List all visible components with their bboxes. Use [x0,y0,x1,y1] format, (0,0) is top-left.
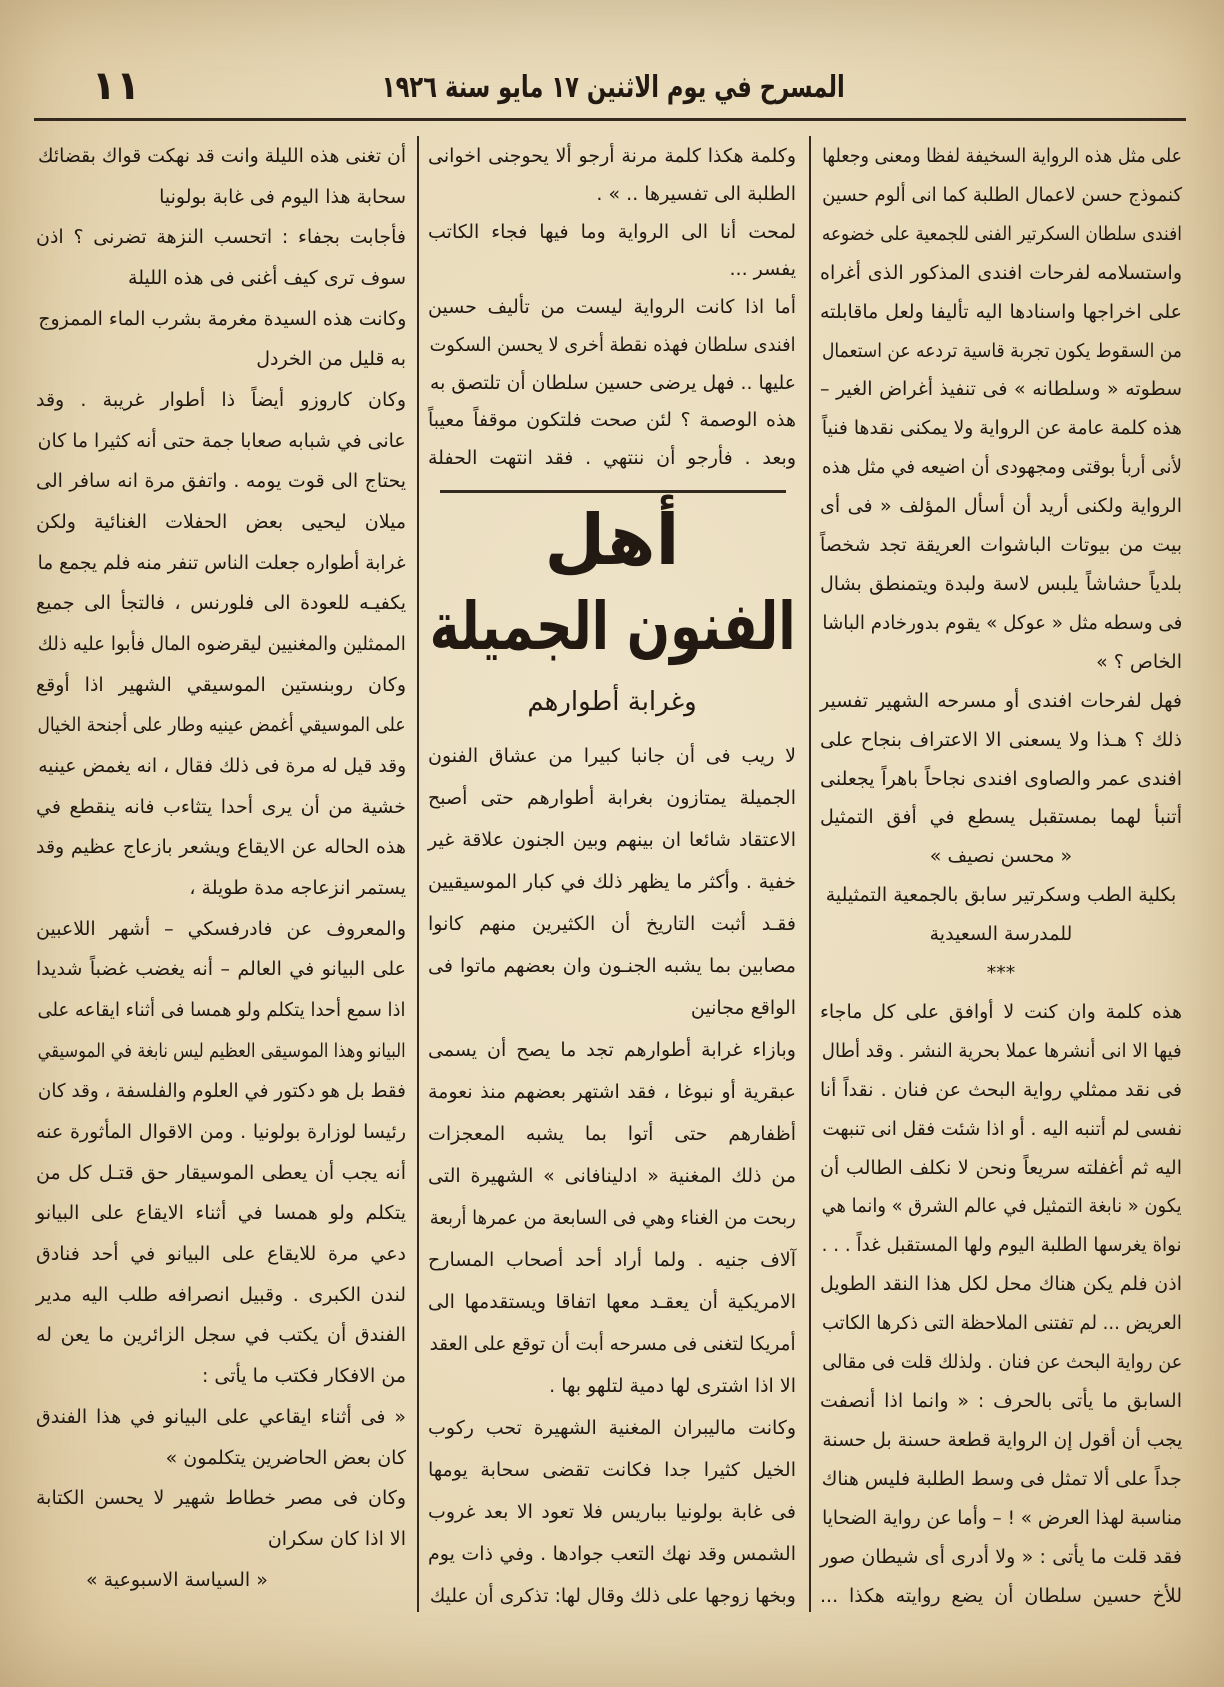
text-line [820,998,1182,1026]
line-text: اذن فلم يكن هناك محل لكل هذا النقد الطويل [820,1273,1182,1296]
text-line [36,264,406,292]
text-line [428,180,796,208]
line-text: وكان روبنستين الموسيقي الشهير اذا أوقع [36,673,406,696]
line-text: على مثل هذه الرواية السخيفة لفظا ومعنى وجعلها [822,145,1182,167]
line-text: أنه يجب أن يعطى الموسيقار حق قتـل كل من [36,1161,406,1184]
line-text: افندى سلطان فهذه نقطة أخرى لا يحسن السكوت [430,333,796,356]
text-line [428,1162,796,1190]
text-line [36,1484,406,1512]
line-text: فقط بل هو دكتور في العلوم والفلسفة ، وقد كان [38,1080,406,1103]
line-text: هذه كلمة وان كنت لا أوافق على كل ماجاء [820,1000,1182,1023]
line-text: نفسى لم أتنبه اليه . أو اذا شئت فقل انى تنبهت [822,1117,1182,1140]
text-line [36,1362,406,1390]
text-line [428,1204,796,1232]
text-line [36,915,406,943]
text-line [820,959,1182,987]
text-line [428,994,796,1022]
text-line [820,1037,1182,1065]
text-line [820,1192,1182,1220]
text-line [820,453,1182,481]
line-text: عليها .. فهل يرضى حسين سلطان أن تلتصق به [430,371,796,394]
line-text: الطلبة الى تفسيرها .. » . [596,182,796,205]
text-line [820,142,1182,170]
text-line [820,1504,1182,1532]
line-text: به قليل من الخردل [256,348,406,371]
text-line [820,1231,1182,1259]
line-text: عبقرية أو نبوغا ، فقد اشتهر بعضهم منذ نعومة [428,1081,796,1103]
text-line [820,375,1182,403]
line-text: ربحت من الغناء وهي فى السابعة من عمرها أربعة [430,1207,796,1229]
text-line [428,1582,796,1610]
line-text: خشية من أن يرى أحدا يتثاءب فانه ينقطع في [36,795,406,818]
article-title-text-2: الفنون الجميلة [430,588,796,665]
text-line [36,427,406,455]
line-text: يتكلم ولو همسا في أثناء الايقاع على البيانو [36,1202,406,1225]
line-text: على الموسيقي أغمض عينيه وطار على أجنحة الخيال [38,714,406,737]
line-text: سطوته « وسلطانه » فى تنفيذ أغراض الغير – [820,378,1182,401]
article-subtitle-text: وغرابة أطوارهم [527,687,697,717]
text-line [820,492,1182,520]
line-text: *** [986,962,1016,985]
text-line [36,549,406,577]
line-text: فقد قلت ما يأتى : « ولا أدرى أى شيطان صور [820,1545,1182,1568]
text-line [428,868,796,896]
line-text: فى غابة بولونيا بباريس فلا تعود الا بعد غروب [428,1501,796,1523]
text-line [428,1540,796,1568]
text-line [428,293,796,321]
text-line [36,305,406,333]
text-line [36,1525,406,1553]
text-line [820,1154,1182,1182]
text-line [820,1426,1182,1454]
text-line [820,1309,1182,1337]
line-text: وكان كاروزو أيضاً ذا أطوار غريبة . وقد [36,389,406,412]
page-number-text: ١١ [91,63,141,109]
text-line [428,826,796,854]
line-text: جداً على ألا تمثل فى وسط الطلبة فليس هناك [822,1467,1182,1490]
line-text: هذه كلمة عامة عن الرواية ولا يمكنى نقدها فنياً [822,417,1182,440]
middle-column-continuation [428,142,796,472]
text-line [820,1465,1182,1493]
text-line [820,1270,1182,1298]
text-line [428,406,796,434]
article-title-text-1: أهل [544,499,680,581]
text-line [36,1077,406,1105]
line-text: اليه ثم أغفلته سريعاً ونحن لا نكلف الطالب أن [820,1156,1182,1179]
text-line [428,1456,796,1484]
page-header-title [380,64,845,112]
text-line [36,142,406,170]
text-line [820,648,1182,676]
line-text: الرواية ولكنى أريد أن أسأل المؤلف « فى أى [820,495,1182,518]
line-text: من ذلك المغنية « ادلينافانى » الشهيرة التى [428,1165,796,1187]
line-text: يستمر انزعاجه مدة طويلة ، [189,877,406,900]
text-line [428,1120,796,1148]
text-line [36,183,406,211]
line-text: « السياسة الاسبوعية » [86,1568,268,1591]
line-text: يكفيـه للعودة الى فلورنس ، فالتجأ الى جميع [36,592,406,615]
line-text: يفسر ... [729,258,796,281]
text-line [428,331,796,359]
text-line [820,1543,1182,1571]
line-text: « محسن نصيف » [929,845,1073,868]
text-line [36,874,406,902]
article-title-line-2 [428,584,796,670]
text-line [428,369,796,397]
line-text: ذلك ؟ هـذا ولا يسعنى الا الاعتراف بنجاح على [820,728,1182,751]
text-line [36,1037,406,1065]
text-line [428,952,796,980]
text-line [820,1076,1182,1104]
text-line [36,671,406,699]
text-line [36,1403,406,1431]
text-line [36,630,406,658]
line-text: لندن الكبرى . وقبيل انصرافه طلب اليه مدير [36,1283,406,1306]
line-text: الممثلين والمغنيين ليقرضوه المال فأبوا عليه ذلك [38,633,406,656]
line-text: أن تغنى هذه الليلة وانت قد نهكت قواك بقضائك [38,145,406,167]
middle-column-article-body [428,742,796,1610]
text-line [36,345,406,373]
page-number [80,60,152,112]
line-text: نواة يغرسها الطلبة اليوم ولها المستقبل غداً . . . [822,1234,1182,1257]
line-text: هذه الوصمة ؟ لئن صحت فلتكون موقفاً معيباً [428,409,796,432]
text-line [820,181,1182,209]
text-line [36,752,406,780]
text-line [428,444,796,472]
text-line [820,298,1182,326]
line-text: واستسلامه لفرحات افندى المذكور الذى أغراه [820,261,1182,284]
line-text: الاعتقاد شائعا ان بينهم وبين الجنون علاقة غير [428,829,796,851]
text-line [36,711,406,739]
line-text: بيت من بيوتات الباشوات العريقة تجد شخصاً [820,534,1182,557]
article-title-line-1 [428,498,796,582]
text-line [428,910,796,938]
line-text: بكلية الطب وسكرتير سابق بالجمعية التمثيلية [825,884,1177,907]
text-line [820,1115,1182,1143]
text-line [820,842,1182,870]
text-line [820,220,1182,248]
line-text: من السقوط يكون تجربة قاسية تردعه عن استعمال [822,339,1182,362]
line-text: كنموذج حسن لاعمال الطلبة كما انى ألوم حسين [822,183,1182,206]
line-text: كان بعض الحاضرين يتكلمون » [165,1446,406,1469]
text-line [428,218,796,246]
text-line [820,765,1182,793]
text-line [36,1199,406,1227]
line-text: للأخ حسين سلطان أن يضع روايته هكذا ... [820,1584,1182,1607]
line-text: فهل لفرحات افندى أو مسرحه الشهير تفسير [820,689,1182,712]
line-text: يكون « نابغة التمثيل في عالم الشرق » وانما هي [822,1195,1182,1218]
line-text: وبازاء غرابة أطوارهم تجد ما يصح أن يسمى [428,1039,796,1061]
line-text: فيها الا انى أنشرها عملا بحرية النشر . وقد أطال [822,1039,1182,1062]
text-line [36,1444,406,1472]
line-text: الجميلة يمتازون بغرابة أطوارهم حتى أصبح [428,787,796,809]
line-text: وكان فى مصر خطاط شهير لا يحسن الكتابة [36,1487,406,1510]
line-text: دعي مرة للايقاع على البيانو في أحد فنادق [36,1243,406,1266]
text-line [820,920,1182,948]
line-text: لمحت أنا الى الرواية وما فيها فجاء الكاتب [428,220,796,243]
line-text: السابق ما يأتى بالحرف : « وانما اذا أنصفت [820,1390,1182,1412]
line-text: ميلان ليحيى بعض الحفلات الغنائية ولكن [36,511,406,534]
text-line [820,570,1182,598]
text-line [820,1387,1182,1415]
line-text: مصابين بما يشبه الجنـون وان بعضهم ماتوا فى [428,955,796,977]
text-line [428,1036,796,1064]
line-text: وكانت ماليبران المغنية الشهيرة تحب ركوب [428,1417,796,1439]
line-text: الواقع مجانين [690,997,796,1019]
text-line [820,726,1182,754]
text-line [820,337,1182,365]
line-text: الخاص ؟ » [1096,650,1182,673]
text-line [820,609,1182,637]
line-text: هذه الحاله عن الايقاع ويشعر بازعاج عظيم وقد [36,836,406,859]
text-line [36,1118,406,1146]
line-text: آلاف جنيه . ولما أراد أحد أصحاب المسارح [428,1249,796,1271]
page-header-text: المسرح في يوم الاثنين ١٧ مايو سنة ١٩٢٦ [382,70,845,105]
header-rule [34,118,1186,121]
line-text: والمعروف عن فادرفسكي – أشهر اللاعبين [36,917,406,940]
text-line [428,1414,796,1442]
line-text: الشمس وقد نهك التعب جوادها . وفي ذات يوم [428,1543,796,1565]
text-line [820,531,1182,559]
line-text: يجب أن أقول إن الرواية قطعة حسنة بل حسنة [822,1428,1182,1451]
line-text: وبعد . فأرجو أن ننتهي . فقد انتهت الحفلة [428,447,796,469]
line-text: الا اذا اشترى لها دمية لتلهو بها . [549,1375,796,1397]
text-line [36,508,406,536]
line-text: رئيسا لوزارة بولونيا . ومن الاقوال المأثورة عنه [36,1121,406,1144]
text-line [820,1348,1182,1376]
line-text: وكانت هذه السيدة مغرمة بشرب الماء الممزوج [38,307,406,330]
line-text: غرابة أطواره جعلت الناس تنفر منه فلم يجمع ما [38,551,406,574]
text-line [428,255,796,283]
line-text: على البيانو في العالم – أنه يغضب غضباً شديدا [36,958,406,981]
line-text: خفية . وأكثر ما يظهر ذلك في كبار الموسيقيين [428,871,796,893]
text-line [36,955,406,983]
text-line [428,784,796,812]
right-column [820,142,1182,1610]
text-line [36,996,406,1024]
line-text: أظفارهم حتى أتوا بما يشبه المعجزات [428,1123,796,1145]
line-text: عانى في شبابه صعابا جمة حتى أنه كثيرا ما كان [38,429,406,452]
line-text: سوف ترى كيف أغنى فى هذه الليلة [128,267,406,290]
line-text: الفندق أن يكتب في سجل الزائرين ما يعن له [36,1324,406,1347]
line-text: وقد قيل له مرة فى ذلك فقال ، انه يغمض عينيه [38,755,406,778]
text-line [428,1330,796,1358]
text-line [820,881,1182,909]
text-line [36,833,406,861]
line-text: يحتاج الى قوت يومه . واتفق مرة انه سافر الى [36,470,406,493]
line-text: سحابة هذا اليوم فى غابة بولونيا [159,185,406,208]
text-line [36,1240,406,1268]
line-text: الامريكية أن يعقـد معها اتفاقا ويستقدمها الى [428,1291,796,1313]
text-line [820,687,1182,715]
line-text: فقـد أثبت التاريخ أن الكثيرين منهم كانوا [428,913,796,935]
line-text: من الافكار فكتب ما يأتى : [201,1365,406,1388]
line-text: الخيل كثيرا جدا فكانت تقضى سحابة يومها [428,1459,796,1481]
line-text: وكلمة هكذا كلمة مرنة أرجو ألا يحوجنى اخوانى [428,145,796,167]
text-line [36,1281,406,1309]
text-line [820,414,1182,442]
line-text: مناسبة لهذا العرض » ! – وأما عن رواية الضحايا [822,1506,1182,1529]
text-line [428,1372,796,1400]
line-text: للمدرسة السعيدية [929,923,1073,946]
line-text: عن رواية البحث عن فنان . ولذلك قلت فى مقالى [822,1351,1182,1374]
text-line [428,1498,796,1526]
line-text: بلدياً حشاشاً يلبس لاسة ولبدة ويتمنطق بشال [820,572,1182,595]
line-text: فى وسطه مثل « عوكل » يقوم بدورخادم الباشا [822,611,1182,634]
text-line [36,1159,406,1187]
line-text: على اخراجها واسنادها اليه تأليفا ولعل ماقابلته [820,300,1182,323]
text-line [428,1288,796,1316]
line-text: لأنى أربأ بوقتى ومجهودى أن اضيعه في مثل هذه [822,456,1182,479]
line-text: فأجابت بجفاء : اتحسب النزهة تضرنى ؟ اذن [36,226,406,249]
text-line [36,1321,406,1349]
text-line [428,1078,796,1106]
line-text: الا اذا كان سكران [267,1527,406,1550]
text-line [820,259,1182,287]
line-text: أما اذا كانت الرواية ليست من تأليف حسين [428,296,796,318]
line-text: وبخها زوجها على ذلك وقال لها: تذكرى أن عليك [430,1585,796,1607]
text-line [36,223,406,251]
text-line [36,1566,406,1594]
text-line [820,1582,1182,1610]
text-line [428,1246,796,1274]
article-subtitle [428,680,796,724]
line-text: العريض ... لم تفتنى الملاحظة التى ذكرها الكاتب [822,1312,1182,1335]
article-separator-rule [440,490,786,493]
line-text: فى نقد ممثلي رواية البحث عن فنان . نقداً أنا [820,1078,1182,1101]
left-column [36,142,406,1594]
text-line [428,142,796,170]
line-text: افندى سلطان السكرتير الفنى للجمعية على خضوعه [822,222,1182,245]
line-text: « فى أثناء ايقاعي على البيانو في هذا الفندق [36,1405,406,1428]
line-text: افندى عمر والصاوى افندى نجاحاً باهراً يجعلنى [820,767,1182,790]
text-line [36,589,406,617]
line-text: اذا سمع أحدا يتكلم ولو همسا فى أثناء ايقاعه على [38,999,406,1022]
line-text: البيانو وهذا الموسيقى العظيم ليس نابغة في الموسيقي [38,1039,406,1062]
text-line [36,386,406,414]
text-line [36,467,406,495]
text-line [820,803,1182,831]
text-line [428,742,796,770]
line-text: أتنبأ لهما بمستقبل يسطع في أفق التمثيل [820,806,1182,829]
text-line [36,793,406,821]
line-text: لا ريب فى أن جانبا كبيرا من عشاق الفنون [428,745,796,767]
line-text: أمريكا لتغنى فى مسرحه أبت أن توقع على العقد [430,1333,796,1355]
